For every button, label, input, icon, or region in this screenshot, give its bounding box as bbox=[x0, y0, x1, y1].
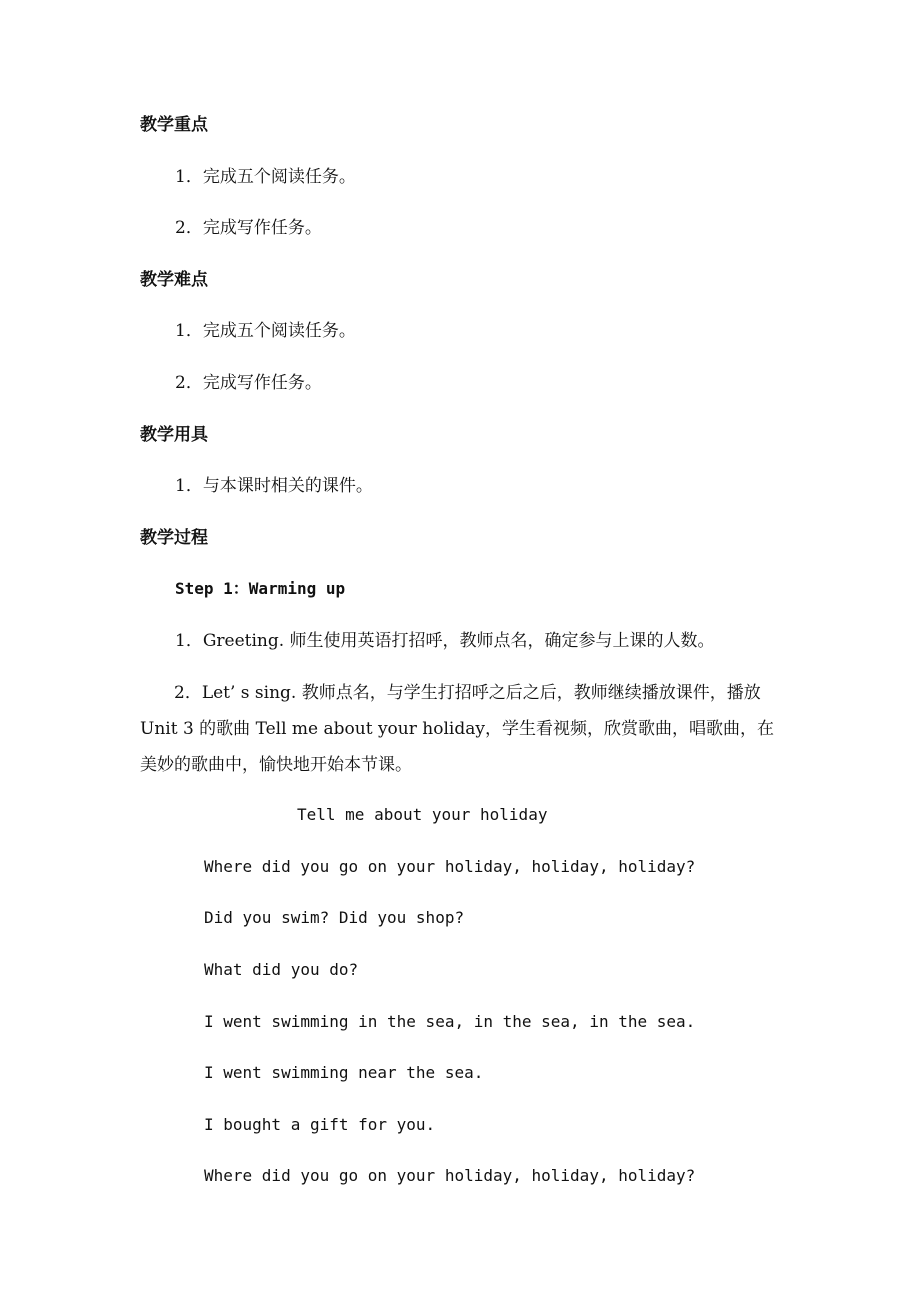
process-item-sing: 2．Let’ s sing. 教师点名，与学生打招呼之后之后，教师继续播放课件，播放 Unit 3 的歌曲 Tell me about your holiday，学生看视频，欣赏歌曲，唱歌曲，在美妙的歌曲中，愉快地开始本节课。 bbox=[140, 683, 774, 775]
step-1-title: Step 1：Warming up bbox=[175, 579, 346, 598]
key-point-item: 2．完成写作任务。 bbox=[175, 218, 322, 238]
song-title: Tell me about your holiday bbox=[297, 805, 548, 824]
difficulties-heading: 教学难点 bbox=[140, 270, 208, 290]
song-lyric-line: Where did you go on your holiday, holiday, holiday? bbox=[204, 857, 696, 876]
tool-item: 1．与本课时相关的课件。 bbox=[175, 476, 373, 496]
difficulty-item: 1．完成五个阅读任务。 bbox=[175, 321, 356, 341]
process-heading: 教学过程 bbox=[140, 528, 208, 548]
song-lyric-line: I bought a gift for you. bbox=[204, 1115, 436, 1134]
song-lyric-line: I went swimming in the sea, in the sea, in the sea. bbox=[204, 1012, 696, 1031]
difficulty-item: 2．完成写作任务。 bbox=[175, 373, 322, 393]
tools-heading: 教学用具 bbox=[140, 425, 208, 445]
key-points-heading: 教学重点 bbox=[140, 115, 208, 135]
process-item-greeting: 1．Greeting. 师生使用英语打招呼，教师点名，确定参与上课的人数。 bbox=[175, 631, 715, 651]
key-point-item: 1．完成五个阅读任务。 bbox=[175, 167, 356, 187]
song-lyric-line: Where did you go on your holiday, holiday, holiday? bbox=[204, 1166, 696, 1185]
song-lyric-line: Did you swim? Did you shop? bbox=[204, 908, 465, 927]
song-lyric-line: What did you do? bbox=[204, 960, 359, 979]
song-lyric-line: I went swimming near the sea. bbox=[204, 1063, 484, 1082]
